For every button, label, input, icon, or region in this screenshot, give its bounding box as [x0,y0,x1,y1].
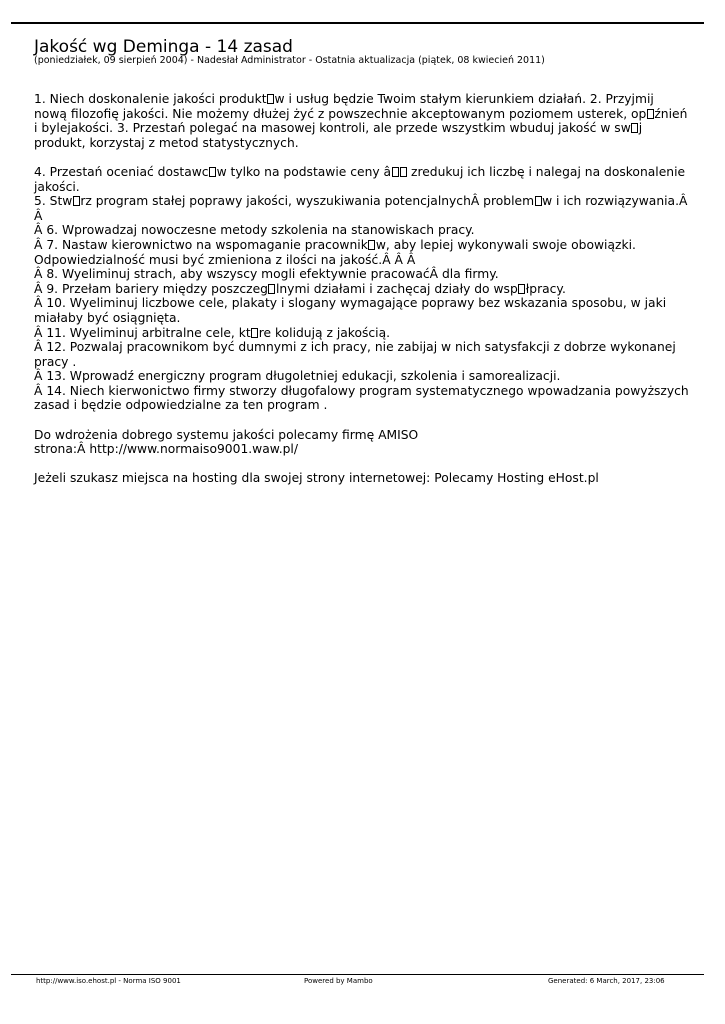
spacer [34,413,690,428]
recommendation-url: strona:Â http://www.normaiso9001.waw.pl/ [34,442,298,457]
footer-generated-date: Generated: 6 March, 2017, 23:06 [548,977,665,985]
missing-glyph-box [392,167,399,177]
header-divider [11,22,704,24]
principle-8: Â 8. Wyeliminuj strach, aby wszyscy mogli efektywnie pracowaćÂ dla firmy. [34,267,499,282]
intro-paragraph: 1. Niech doskonalenie jakości produkt w i usług będzie Twoim stałym kierunkiem działań. 2. Przyjmij nową filozofię jakości. Nie możemy dłużej żyć z powszechnie akceptowanym poziomem usterek, op źnień i bylejakości. 3. Przestań polegać na masowej kontroli, ale przede wszystkim wbuduj jakość w sw j produkt, korzystaj z metod statystycznych. [34,92,688,150]
missing-glyph-box [647,109,654,119]
missing-glyph-box [518,284,525,294]
missing-glyph-box [267,94,274,104]
principle-13: Â 13. Wprowadź energiczny program długoletniej edukacji, szkolenia i samorealizacji. [34,369,561,384]
principle-11: Â 11. Wyeliminuj arbitralne cele, kt re kolidują z jakością. [34,325,391,340]
recommendation-line: Do wdrożenia dobrego systemu jakości polecamy firmę AMISO [34,427,419,442]
article-meta: (poniedziałek, 09 sierpień 2004) - Nadesłał Administrator - Ostatnia aktualizacja (piątek, 08 kwiecień 2011) [34,55,545,66]
missing-glyph-box [368,240,375,250]
missing-glyph-box [209,167,216,177]
missing-glyph-box [73,196,80,206]
missing-glyph-box [400,167,407,177]
missing-glyph-box [535,196,542,206]
hosting-note: Jeżeli szukasz miejsca na hosting dla swojej strony internetowej: Polecamy Hosting eHost.pl [34,471,599,486]
spacer [34,150,690,165]
spacer [34,457,690,472]
principle-12: Â 12. Pozwalaj pracownikom być dumnymi z ich pracy, nie zabijaj w nich satysfakcji z dobrze wykonanej pracy . [34,340,676,369]
principle-7: Â 7. Nastaw kierownictwo na wspomaganie pracownik w, aby lepiej wykonywali swoje obowiązki. Odpowiedzialność musi być zmieniona z ilości na jakość.Â Â Â [34,237,636,267]
principle-9: Â 9. Przełam bariery między poszczeg lnymi działami i zachęcaj działy do wsp łpracy. [34,281,566,296]
missing-glyph-box [631,123,638,133]
principle-6: Â 6. Wprowadzaj nowoczesne metody szkolenia na stanowiskach pracy. [34,223,475,238]
principle-10: Â 10. Wyeliminuj liczbowe cele, plakaty i slogany wymagające poprawy bez wskazania sposobu, w jaki miałaby być osiągnięta. [34,296,667,325]
principle-5: 5. Stw rz program stałej poprawy jakości, wyszukiwania potencjalnychÂ problem w i ich rozwiązywania.Â Â [34,194,688,223]
footer-divider [11,974,704,975]
footer-powered-by: Powered by Mambo [304,977,373,985]
article-body [34,92,690,486]
missing-glyph-box [268,284,275,294]
principle-4: 4. Przestań oceniać dostawc w tylko na podstawie ceny â zredukuj ich liczbę i nalegaj na doskonalenie jakości. [34,164,686,194]
missing-glyph-box [251,328,258,338]
footer-site-url: http://www.iso.ehost.pl - Norma ISO 9001 [36,977,181,985]
article-title: Jakość wg Deminga - 14 zasad [34,37,293,57]
principle-14: Â 14. Niech kierwonictwo firmy stworzy długofalowy program systematycznego wpowadzania powyższych zasad i będzie odpowiedzialne za ten program . [34,383,689,413]
